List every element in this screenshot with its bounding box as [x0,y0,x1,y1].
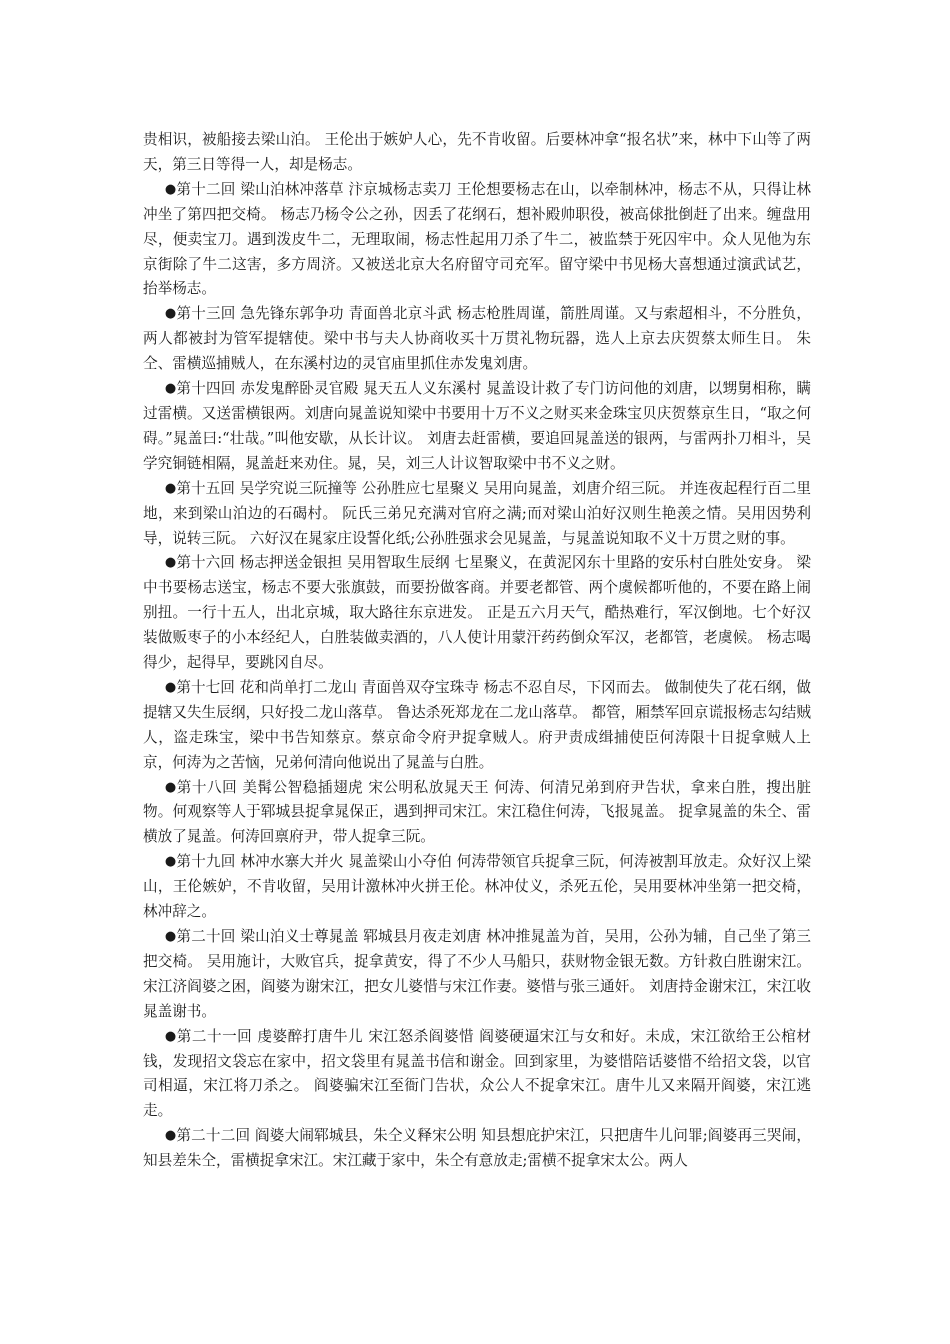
paragraph-text: 第十五回 吴学究说三阮撞等 公孙胜应七星聚义 吴用向晁盖，刘唐介绍三阮。 并连夜起程行百二里地，来到梁山泊边的石碣村。 阮氏三弟兄充满对官府之满;而对梁山泊好汉则生艳羡之情。吴用因势利导，说转三阮。 六好汉在晁家庄设誓化纸;公孙胜强求会见晁盖，与晁盖说知取不义十万贯之财的事。 [143,479,812,547]
paragraph-continuation [143,128,811,178]
bullet-icon: ● [164,1128,177,1144]
bullet-icon: ● [164,306,177,322]
paragraph-text: 第十六回 杨志押送金银担 吴用智取生辰纲 七星聚义，在黄泥冈东十里路的安乐村白胜处安身。 梁中书要杨志送宝，杨志不要大张旗鼓，而要扮做客商。并要老都管、两个虞候都听他的，不要在路上闹别扭。一行十五人，出北京城，取大路往东京进发。 正是五六月天气，酷热难行，军汉倒地。七个好汉装做贩枣子的小本经纪人，白胜装做卖酒的，八人使计用蒙汗药药倒众军汉，老都管，老虞候。 杨志喝得少，起得早，要跳冈自尽。 [143,554,812,672]
document-body [143,128,811,1174]
paragraph-chapter-19 [143,850,811,925]
paragraph-chapter-13 [143,302,811,377]
paragraph-text: 第十八回 美髯公智稳插翅虎 宋公明私放晁天王 何涛、何清兄弟到府尹告状，拿来白胜，搜出脏物。何观察等人于郓城县捉拿晁保正，遇到押司宋江。宋江稳住何涛，飞报晁盖。 捉拿晁盖的朱仝、雷横放了晁盖。何涛回禀府尹，带人捉拿三阮。 [143,778,812,846]
paragraph-text: 第二十一回 虔婆醉打唐牛儿 宋江怒杀阎婆惜 阎婆硬逼宋江与女和好。未成，宋江欲给王公棺材钱，发现招文袋忘在家中，招文袋里有晁盖书信和谢金。回到家里，为婆惜陪话婆惜不给招文袋，以官司相逼，宋江将刀杀之。 阎婆骗宋江至衙门告状，众公人不捉拿宋江。唐牛儿又来隔开阎婆，宋江逃走。 [143,1027,812,1120]
paragraph-chapter-14 [143,377,811,477]
paragraph-chapter-18 [143,776,811,851]
bullet-icon: ● [164,555,177,571]
paragraph-text: 第十三回 急先锋东郭争功 青面兽北京斗武 杨志枪胜周谨，箭胜周谨。又与索超相斗，不分胜负，两人都被封为管军提辖使。梁中书与夫人协商收买十万贯礼物玩器，选人上京去庆贺蔡太师生日。 朱仝、雷横巡捕贼人，在东溪村边的灵官庙里抓住赤发鬼刘唐。 [143,305,812,373]
bullet-icon: ● [164,929,177,944]
bullet-icon: ● [164,854,177,870]
paragraph-chapter-16 [143,551,811,676]
bullet-icon: ● [164,679,177,695]
paragraph-chapter-22 [143,1124,811,1174]
paragraph-chapter-12 [143,178,811,303]
paragraph-text: 第二十二回 阎婆大闹郓城县，朱仝义释宋公明 知县想庇护宋江，只把唐牛儿问罪;阎婆再三哭闹，知县差朱仝，雷横捉拿宋江。宋江藏于家中，朱仝有意放走;雷横不捉拿宋太公。两人 [143,1127,811,1170]
paragraph-text: 第十二回 梁山泊林冲落草 汴京城杨志卖刀 王伦想要杨志在山，以牵制林冲，杨志不从，只得让林冲坐了第四把交椅。 杨志乃杨令公之孙，因丢了花纲石，想补殿帅职役，被高俅批倒赶了出来。缠盘用尽，便卖宝刀。遇到泼皮牛二，无理取闹，杨志性起用刀杀了牛二，被监禁于死囚牢中。众人见他为东京街除了牛二这害，多方周济。又被送北京大名府留守司充军。留守梁中书见杨大喜想通过演武试艺，抬举杨志。 [143,180,812,298]
paragraph-text: 第十九回 林冲水寨大并火 晁盖梁山小夺伯 何涛带领官兵捉拿三阮，何涛被割耳放走。众好汉上梁山，王伦嫉妒，不肯收留，吴用计激林冲火拼王伦。林冲仗义，杀死五伦，吴用要林冲坐第一把交椅，林冲辞之。 [143,853,812,921]
bullet-icon: ● [164,1028,177,1044]
paragraph-text: 第二十回 梁山泊义士尊晁盖 郓城县月夜走刘唐 林冲推晁盖为首，吴用，公孙为辅，自己坐了第三把交椅。 吴用施计，大败官兵，捉拿黄安，得了不少人马船只，获财物金银无数。方针救白胜谢宋江。 宋江济阎婆之困，阎婆为谢宋江，把女儿婆惜与宋江作妻。婆惜与张三通奸。 刘唐持金谢宋江，宋江收晁盖谢书。 [143,928,812,1020]
paragraph-text: 贵相识，被船接去梁山泊。 王伦出于嫉妒人心，先不肯收留。后要林冲拿“报名状”来，林中下山等了两天，第三日等得一人，却是杨志。 [143,131,811,173]
paragraph-chapter-15 [143,477,811,552]
paragraph-text: 第十四回 赤发鬼醉卧灵官殿 晁天五人义东溪村 晁盖设计救了专门访问他的刘唐，以甥舅相称，瞒过雷横。又送雷横银两。刘唐向晁盖说知梁中书要用十万不义之财买来金珠宝贝庆贺蔡京生日，“取之何碍。”晁盖曰:“壮哉。”叫他安歇，从长计议。 刘唐去赶雷横，要追回晁盖送的银两，与雷两扑刀相斗，吴学究铜链相隔，晁盖赶来劝住。晁，吴，刘三人计议智取梁中书不义之财。 [143,380,812,472]
bullet-icon: ● [164,779,177,795]
bullet-icon: ● [164,181,177,197]
paragraph-chapter-17 [143,676,811,776]
paragraph-text: 第十七回 花和尚单打二龙山 青面兽双夺宝珠寺 杨志不忍自尽，下冈而去。 做制使失了花石纲，做提辖又失生辰纲，只好投二龙山落草。 鲁达杀死郑龙在二龙山落草。 都管，厢禁军回京谎报杨志勾结贼人，盗走珠宝，梁中书告知蔡京。蔡京命令府尹捉拿贼人。府尹责成缉捕使臣何涛限十日捉拿贼人上京，何涛为之苦恼，兄弟何清向他说出了晁盖与白胜。 [143,678,812,771]
bullet-icon: ● [164,480,177,496]
bullet-icon: ● [164,381,177,397]
paragraph-chapter-20 [143,925,811,1025]
paragraph-chapter-21 [143,1025,811,1125]
